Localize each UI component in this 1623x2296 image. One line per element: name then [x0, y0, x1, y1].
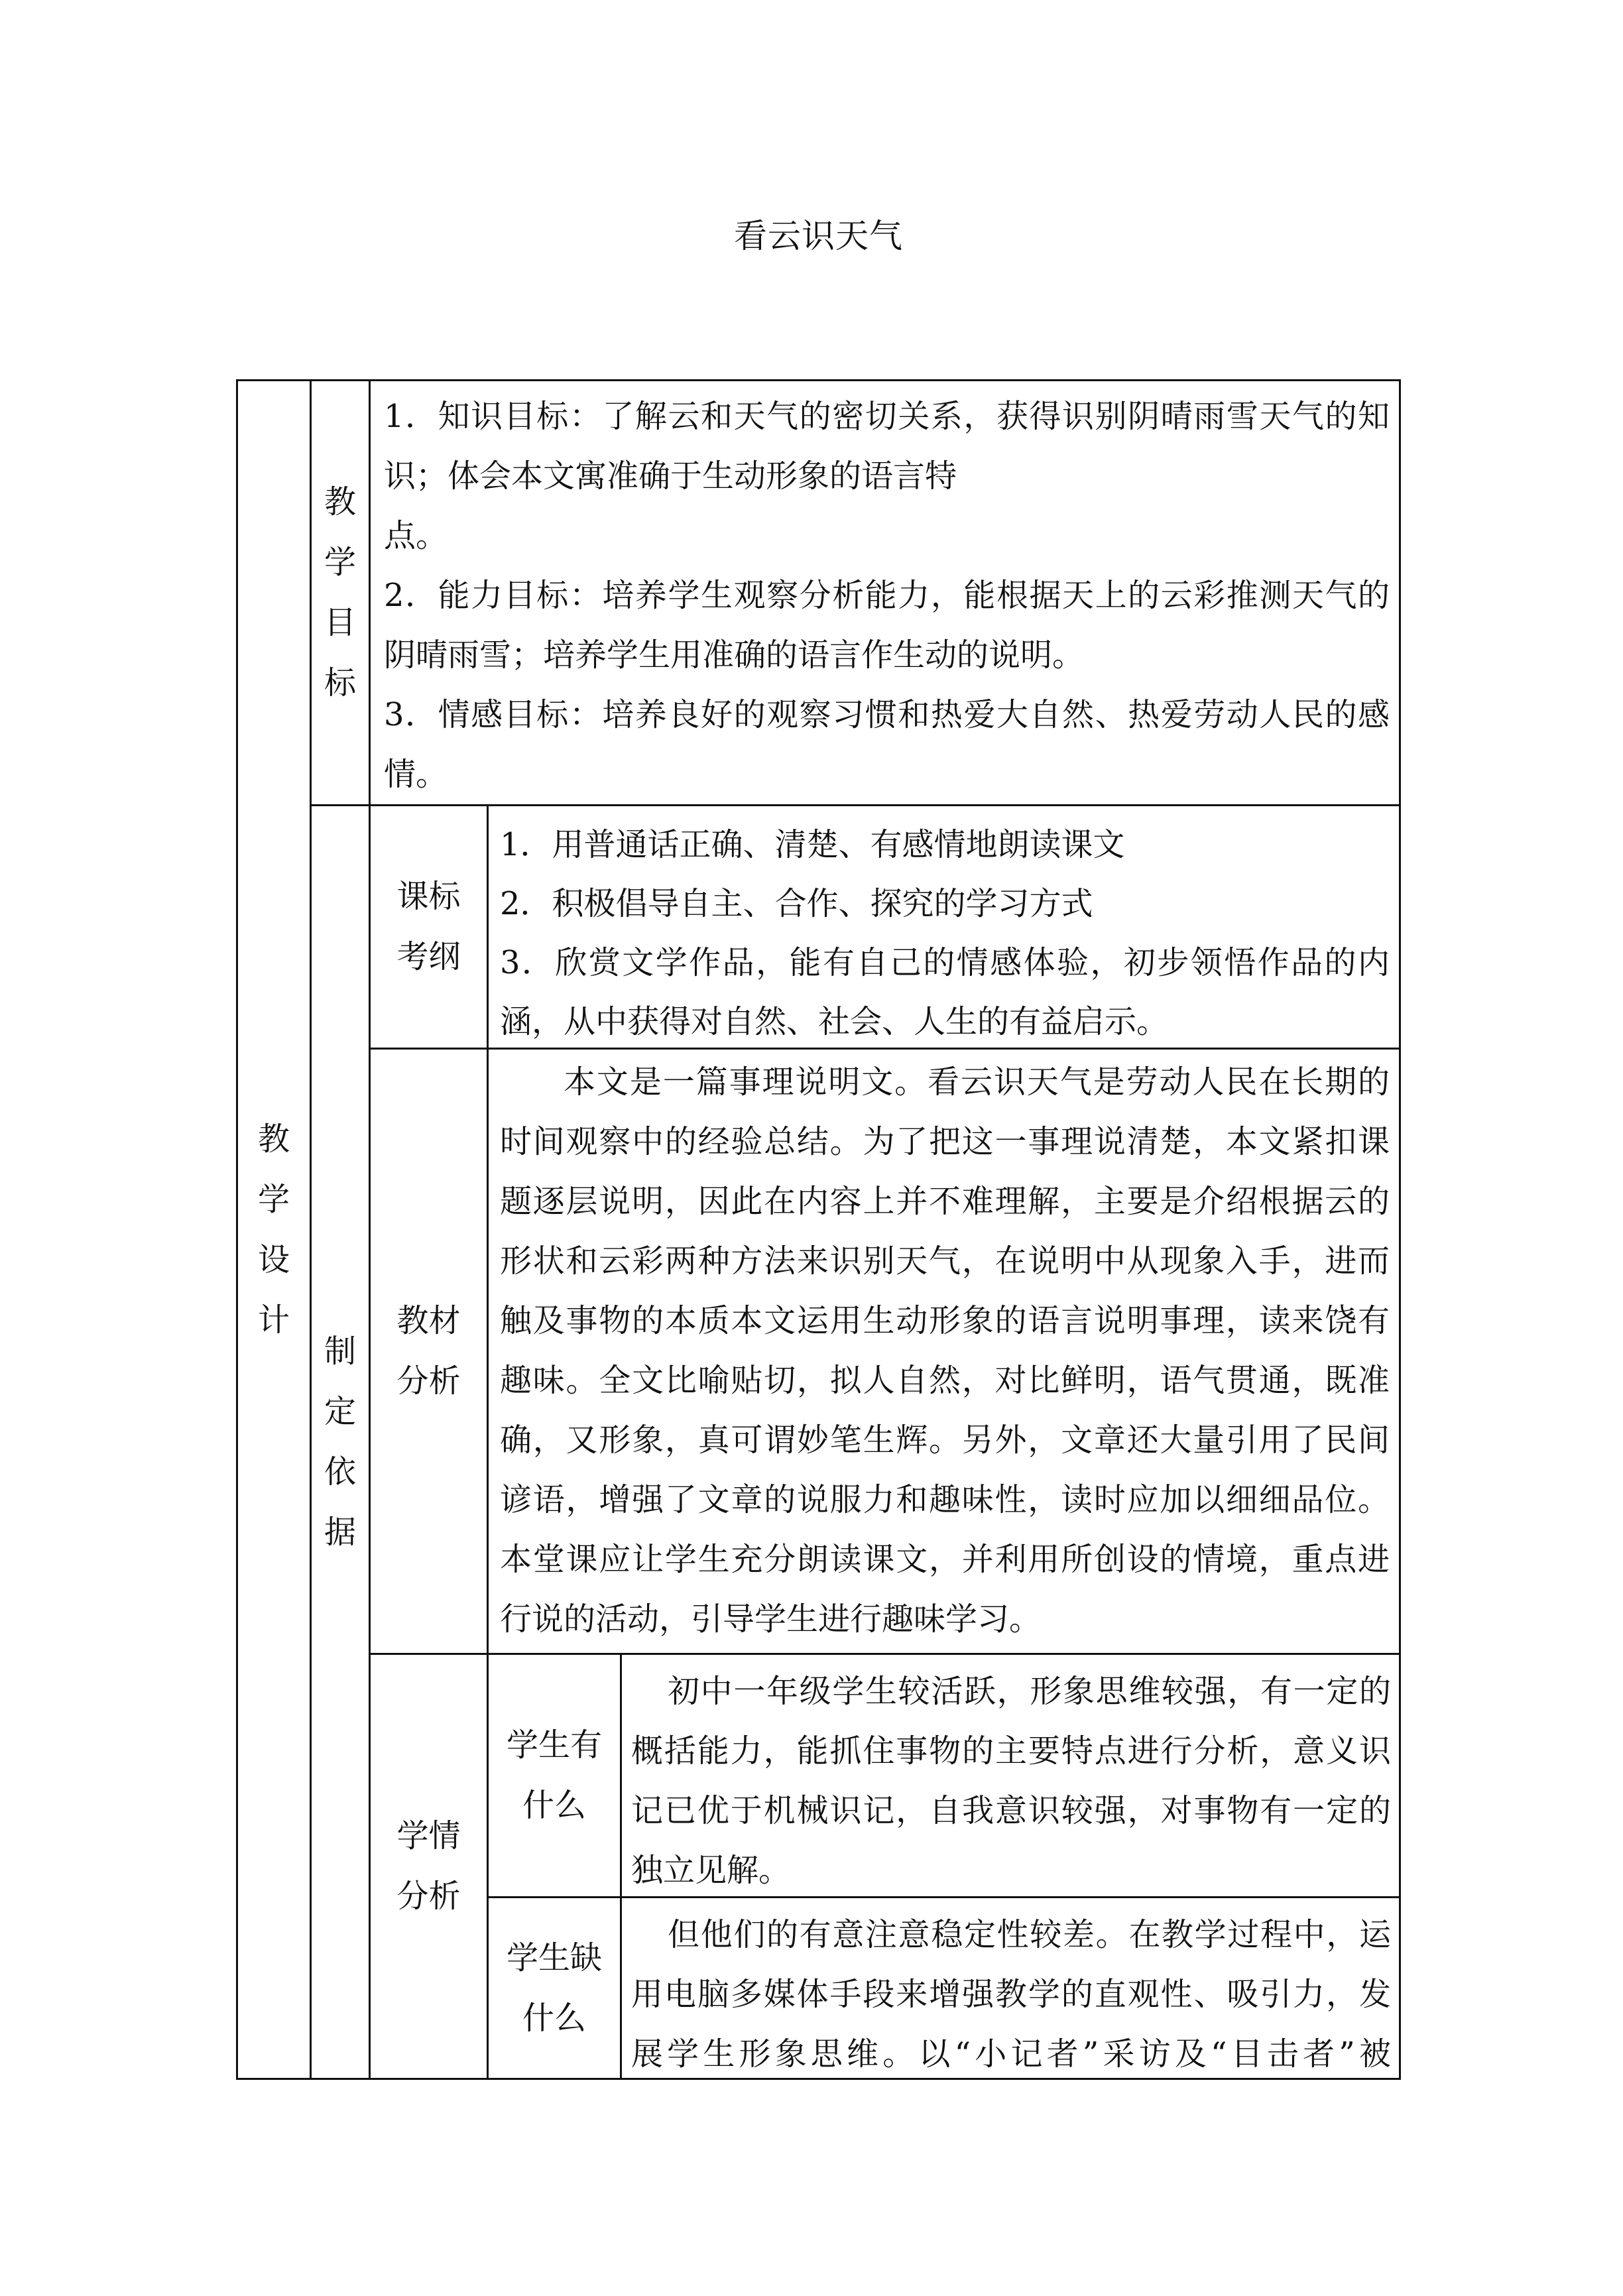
- document-title: 看云识天气: [734, 217, 903, 255]
- gaps-line: 展学生形象思维。以“小记者”采访及“目击者”被: [631, 2035, 1391, 2073]
- textbook-line: 形状和云彩两种方法来识别天气，在说明中从现象入手，进而: [500, 1242, 1390, 1280]
- objectives-line: 1．知识目标：了解云和天气的密切关系，获得识别阴晴雨雪天气的知: [384, 398, 1390, 435]
- basis-label-cell: [310, 804, 371, 2080]
- textbook-line: 时间观察中的经验总结。为了把这一事理说清楚，本文紧扣课: [500, 1123, 1390, 1160]
- textbook-line: 题逐层说明，因此在内容上并不难理解，主要是介绍根据云的: [500, 1183, 1390, 1220]
- learners-label: 学情分析: [396, 1817, 461, 1915]
- objectives-line: 识；体会本文寓准确于生动形象的语言特: [384, 457, 957, 495]
- curriculum-line: 1．用普通话正确、清楚、有感情地朗读课文: [500, 826, 1125, 863]
- gaps-label-cell: [487, 1896, 622, 2080]
- curriculum-line: 3．欣赏文学作品，能有自己的情感体验，初步领悟作品的内: [500, 944, 1390, 981]
- textbook-line: 确，又形象，真可谓妙笔生辉。另外，文章还大量引用了民间: [500, 1421, 1390, 1459]
- objectives-line: 情。: [384, 756, 448, 793]
- gaps-line: 用电脑多媒体手段来增强教学的直观性、吸引力，发: [631, 1976, 1391, 2013]
- section-label: 教学设计: [257, 1120, 290, 1339]
- learners-label-cell: [369, 1653, 489, 2080]
- objectives-line: 2．能力目标：培养学生观察分析能力，能根据天上的云彩推测天气的: [384, 577, 1390, 614]
- objectives-line: 点。: [384, 517, 448, 554]
- textbook-line: 行说的活动，引导学生进行趣味学习。: [500, 1601, 1042, 1638]
- curriculum-line: 2．积极倡导自主、合作、探究的学习方式: [500, 885, 1093, 922]
- objectives-line: 3．情感目标：培养良好的观察习惯和热爱大自然、热爱劳动人民的感: [384, 696, 1390, 733]
- curriculum-label: 课标考纲: [396, 878, 461, 975]
- textbook-label-cell: [369, 1048, 489, 1655]
- strengths-label: 学生有什么: [506, 1726, 602, 1824]
- strengths-line: 记已优于机械识记，自我意识较强，对事物有一定的: [631, 1792, 1391, 1829]
- strengths-line: 概括能力，能抓住事物的主要特点进行分析，意义识: [631, 1732, 1391, 1770]
- textbook-line: 触及事物的本质本文运用生动形象的语言说明事理，读来饶有: [500, 1302, 1390, 1339]
- textbook-line: 谚语，增强了文章的说服力和趣味性，读时应加以细细品位。: [500, 1481, 1390, 1518]
- strengths-content-cell: [620, 1653, 1401, 1898]
- curriculum-label-cell: [369, 804, 489, 1050]
- curriculum-content-cell: [487, 804, 1401, 1050]
- textbook-line: 本堂课应让学生充分朗读课文，并利用所创设的情境，重点进: [500, 1541, 1390, 1578]
- objectives-line: 阴晴雨雪；培养学生用准确的语言作生动的说明。: [384, 636, 1085, 674]
- objectives-label-cell: [310, 379, 371, 806]
- objectives-content-cell: [369, 379, 1401, 806]
- strengths-label-cell: [487, 1653, 622, 1898]
- basis-label: 制定依据: [324, 1333, 356, 1551]
- objectives-label: 教学目标: [324, 483, 356, 701]
- section-label-cell: [236, 379, 312, 2080]
- strengths-line: 独立见解。: [631, 1852, 791, 1889]
- strengths-line: 初中一年级学生较活跃，形象思维较强，有一定的: [668, 1673, 1391, 1710]
- curriculum-line: 涵，从中获得对自然、社会、人生的有益启示。: [500, 1003, 1169, 1040]
- gaps-label: 学生缺什么: [506, 1939, 602, 2037]
- lesson-design-table: [236, 379, 1401, 2080]
- textbook-content-cell: [487, 1048, 1401, 1655]
- textbook-label: 教材分析: [396, 1302, 461, 1400]
- gaps-content-cell: [620, 1896, 1401, 2080]
- textbook-line: 趣味。全文比喻贴切，拟人自然，对比鲜明，语气贯通，既准: [500, 1362, 1390, 1399]
- textbook-line: 本文是一篇事理说明文。看云识天气是劳动人民在长期的: [564, 1063, 1390, 1101]
- gaps-line: 但他们的有意注意稳定性较差。在教学过程中，运: [668, 1916, 1391, 1953]
